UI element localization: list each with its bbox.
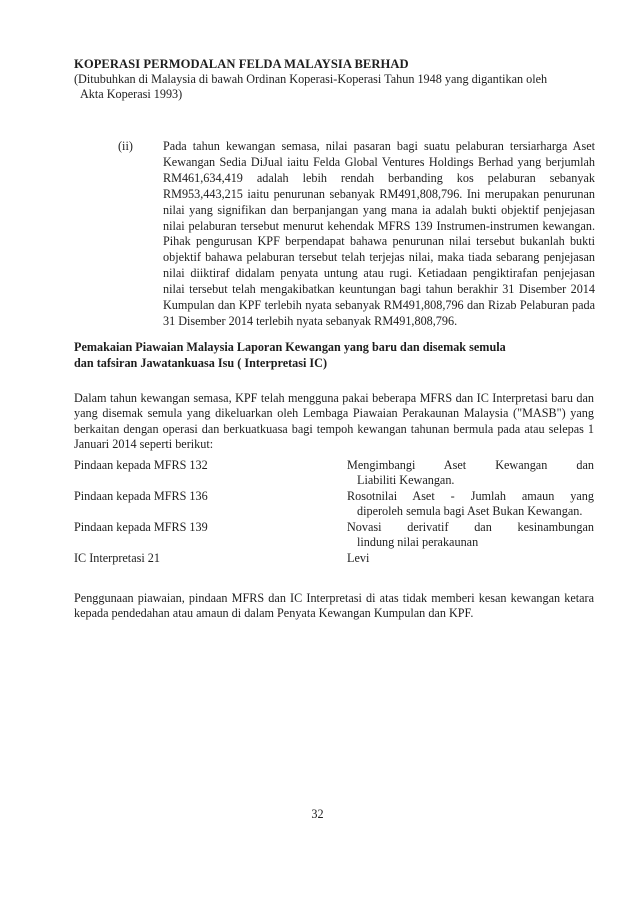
description-line: Levi: [347, 551, 370, 565]
amendments-table: [74, 458, 594, 567]
description-continuation: diperoleh semula bagi Aset Bukan Kewangan.: [357, 504, 583, 518]
section-conclusion-paragraph: Penggunaan piawaian, pindaan MFRS dan IC Interpretasi di atas tidak memberi kesan kewangan ketara kepada pendedahan atau amaun di dalam Penyata Kewangan Kumpulan dan KPF.: [74, 591, 594, 621]
incorporation-note-line2: Akta Koperasi 1993): [80, 87, 183, 101]
standard-name: Pindaan kepada MFRS 139: [74, 520, 208, 534]
table-row: [74, 458, 594, 489]
page-number: 32: [311, 807, 324, 821]
item-paragraph: Pada tahun kewangan semasa, nilai pasaran bagi suatu pelaburan tersiarharga Aset Kewangan Sedia DiJual iaitu Felda Global Ventures Holdings Berhad yang berjumlah RM461,634,419 adalah lebih rendah berbanding kos pelaburan sebanyak RM953,443,215 iaitu penurunan sebanyak RM491,808,796. Ini merupakan penurunan nilai yang signifikan dan berpanjangan yang mana ia adalah bukti objektif penjejasan nilai pelaburan tersebut menurut kehendak MFRS 139 Instrumen-instrumen kewangan. Pihak pengurusan KPF berpendapat bahawa penurunan nilai tersebut bukanlah bukti objektif bahawa pelaburan tersebut telah terjejas nilai, maka tiada sebarang penjejasan nilai diiktiraf didalam penyata untung atau rugi. Ketiadaan pengiktirafan penjejasan nilai tersebut telah mengakibatkan keuntungan bagi tahun berakhir 31 Disember 2014 Kumpulan dan KPF terlebih nyata sebanyak RM491,808,796 dan Rizab Pelaburan pada 31 Disember 2014 terlebih nyata sebanyak RM491,808,796.: [163, 139, 595, 328]
standard-name: Pindaan kepada MFRS 132: [74, 458, 208, 472]
standard-description: [347, 489, 594, 520]
standard-name: IC Interpretasi 21: [74, 551, 160, 565]
table-row: [74, 551, 594, 567]
section-title-line1: Pemakaian Piawaian Malaysia Laporan Kewangan yang baru dan disemak semula: [74, 340, 506, 354]
standard-description: [347, 551, 594, 567]
organization-name: KOPERASI PERMODALAN FELDA MALAYSIA BERHAD: [74, 57, 409, 71]
table-row: [74, 489, 594, 520]
description-continuation: Liabiliti Kewangan.: [357, 473, 455, 487]
item-number: (ii): [118, 139, 133, 153]
document-header: [74, 56, 594, 102]
description-line: Rosotnilai Aset - Jumlah amaun yang: [347, 489, 594, 503]
description-line: Mengimbangi Aset Kewangan dan: [347, 458, 594, 472]
standard-description: [347, 458, 594, 489]
description-line: Novasi derivatif dan kesinambungan: [347, 520, 594, 534]
section-intro-paragraph: Dalam tahun kewangan semasa, KPF telah mengguna pakai beberapa MFRS dan IC Interpretasi baru dan yang disemak semula yang dikeluarkan oleh Lembaga Piawaian Perakaunan Malaysia ("MASB") yang berkaitan dengan operasi dan berkuatkuasa bagi tempoh kewangan tahunan bermula pada atau selepas 1 Januari 2014 seperti berikut:: [74, 391, 594, 451]
section-title-line2: dan tafsiran Jawatankuasa Isu ( Interpretasi IC): [74, 355, 328, 370]
standard-description: [347, 520, 594, 551]
table-row: [74, 520, 594, 551]
section-title: [74, 340, 594, 371]
incorporation-note-line1: (Ditubuhkan di Malaysia di bawah Ordinan Koperasi-Koperasi Tahun 1948 yang digantikan oleh: [74, 72, 548, 86]
description-continuation: lindung nilai perakaunan: [357, 535, 479, 549]
standard-name: Pindaan kepada MFRS 136: [74, 489, 208, 503]
